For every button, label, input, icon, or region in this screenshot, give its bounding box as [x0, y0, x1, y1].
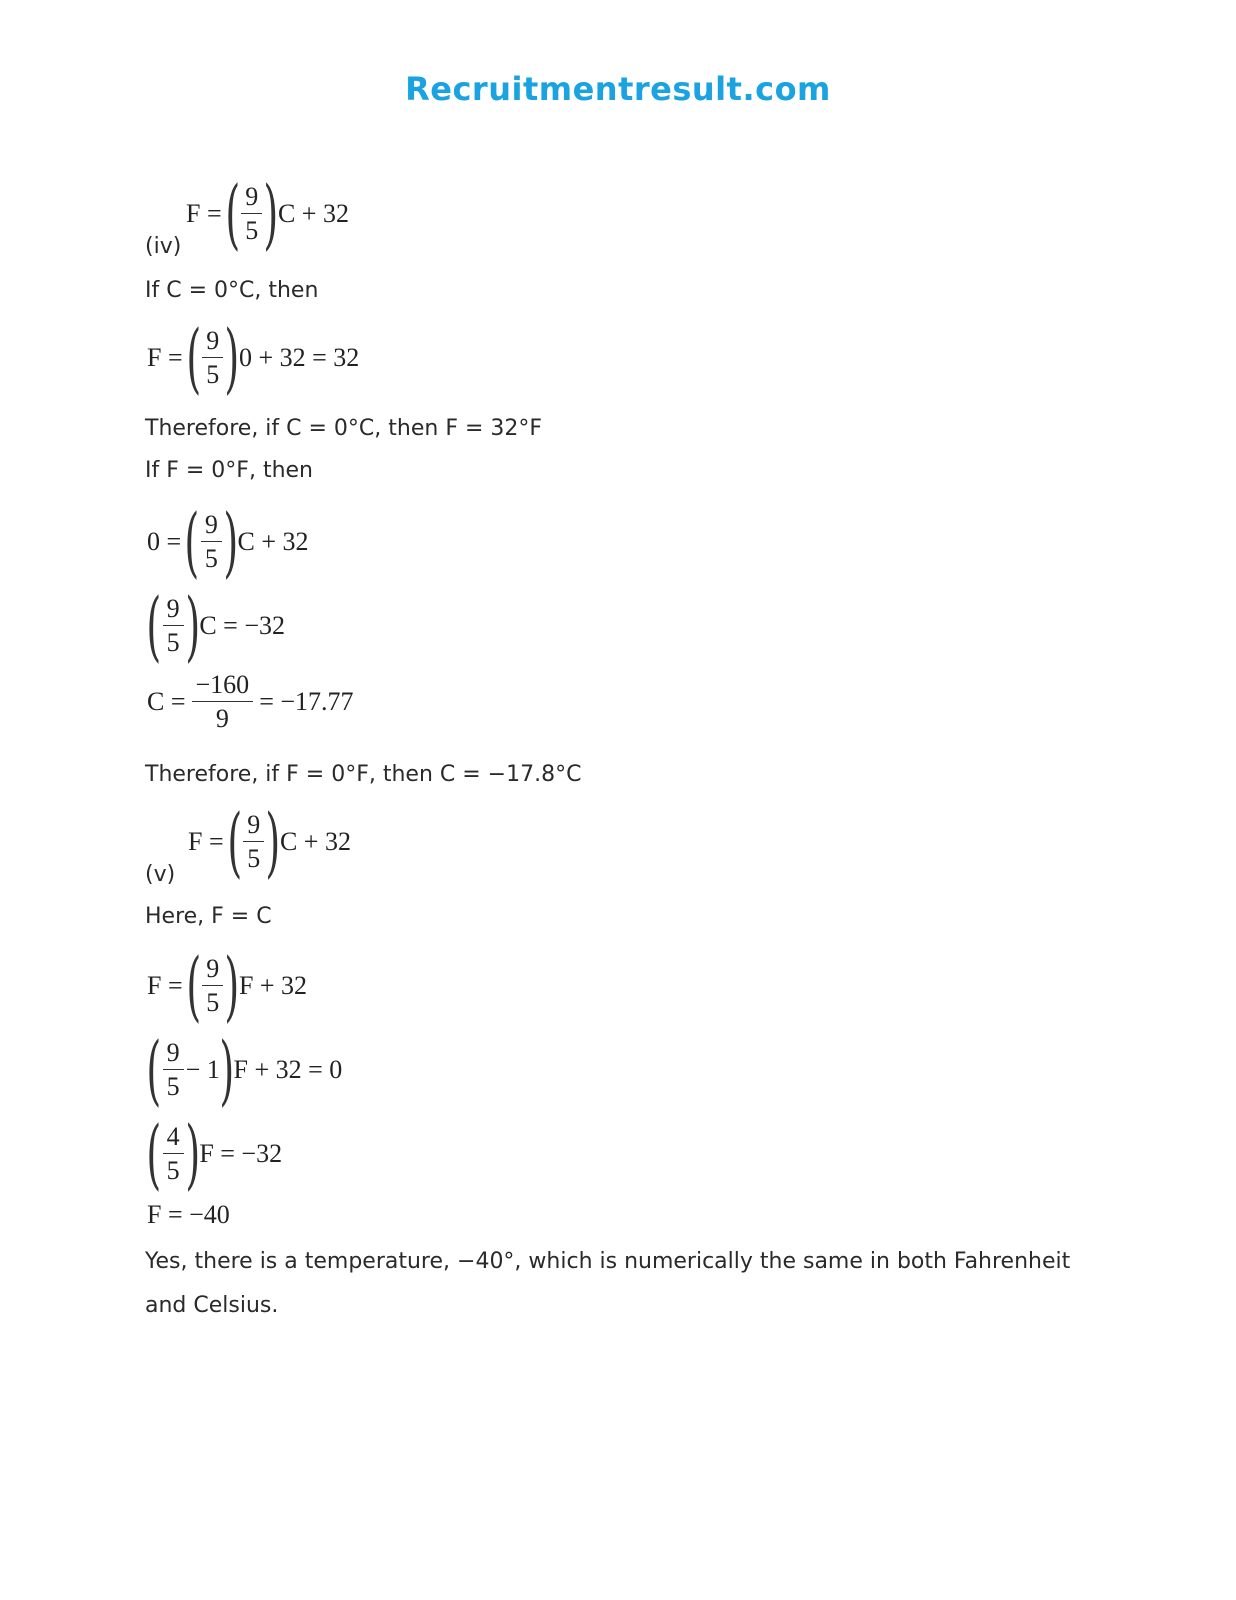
text-therefore-f-zero: Therefore, if F = 0°F, then C = −17.8°C: [145, 762, 582, 787]
fraction-group: ( $\frac{9}{5}$ ): [227, 797, 281, 886]
fraction-group: ( $\frac{9}{5}$ ): [225, 169, 279, 258]
text-if-c-zero: If C = 0°C, then: [145, 278, 319, 303]
equation-zero-formula: 0 = ( $\frac{9}{5}$ ) C + 32: [147, 497, 309, 586]
equation-lhs: F =: [186, 199, 222, 228]
equation-rhs: C + 32: [277, 199, 349, 228]
equation-f-formula-v: F = ( $\frac{9}{5}$ ) C + 32: [188, 797, 351, 886]
equation-four-fifths: ( $\frac{4}{5}$ ) F = −32: [146, 1109, 283, 1198]
text-if-f-zero: If F = 0°F, then: [145, 458, 313, 483]
part-v-label: (v): [145, 862, 176, 887]
fraction-group: ( $\frac{9}{5}$ − 1 ): [146, 1025, 235, 1114]
fraction-group: ( $\frac{4}{5}$ ): [146, 1109, 200, 1198]
text-therefore-c-zero: Therefore, if C = 0°C, then F = 32°F: [145, 416, 543, 441]
equation-rearranged: ( $\frac{9}{5}$ − 1 ) F + 32 = 0: [146, 1025, 343, 1114]
equation-c-minus-32: ( $\frac{9}{5}$ ) C = −32: [146, 581, 285, 670]
equation-f-at-c-zero: F = ( $\frac{9}{5}$ ) 0 + 32 = 32: [147, 313, 360, 402]
equation-c-value: C = $\frac{-160}{9}$ = −17.77: [147, 670, 354, 733]
equation-f-formula-iv: [186, 169, 349, 258]
part-iv-label: (iv): [145, 234, 182, 259]
fraction: $\frac{-160}{9}$: [192, 672, 254, 732]
fraction-group: ( $\frac{9}{5}$ ): [186, 941, 240, 1030]
text-conclusion: Yes, there is a temperature, −40°, which is numerically the same in both Fahrenheit and Celsius.: [145, 1249, 1071, 1318]
site-title: Recruitmentresult.com: [405, 70, 831, 108]
equation-f-equals-f: F = ( $\frac{9}{5}$ ) F + 32: [147, 941, 308, 1030]
fraction-group: ( $\frac{9}{5}$ ): [184, 497, 239, 586]
fraction-group: ( $\frac{9}{5}$ ): [146, 581, 200, 670]
text-here-f-equals-c: Here, F = C: [145, 904, 272, 929]
fraction-group: ( $\frac{9}{5}$ ): [186, 313, 240, 402]
equation-f-result: F = −40: [147, 1200, 230, 1229]
